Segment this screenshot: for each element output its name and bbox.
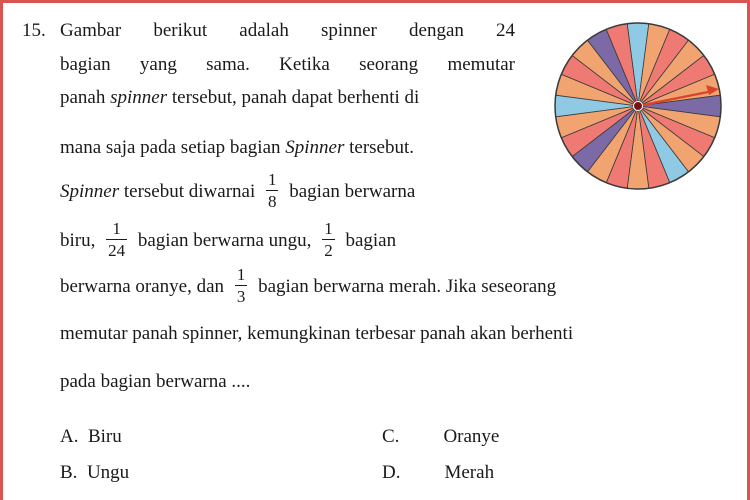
option-b-text: Ungu	[86, 462, 130, 483]
option-a-letter: A.	[60, 426, 79, 447]
spinner-wheel[interactable]	[553, 21, 723, 191]
option-d-text: Merah	[444, 462, 495, 483]
option-c-letter: C.	[382, 426, 400, 447]
question-line-5: Spinner tersebut diwarnai $\frac{1}{8}$ bagian berwarna	[60, 170, 416, 211]
question-number: 15.	[22, 20, 46, 41]
fraction-blue: $\frac{1}{8}$	[267, 170, 277, 211]
question-line-9: pada bagian berwarna ....	[60, 371, 251, 392]
fraction-purple: $\frac{1}{24}$	[108, 219, 126, 260]
question-line-3: panah spinner tersebut, panah dapat berhenti di	[60, 87, 420, 108]
option-a[interactable]	[60, 426, 122, 448]
option-b-letter: B.	[60, 462, 78, 483]
option-b[interactable]	[60, 462, 129, 484]
question-line-1: Gambar berikut adalah spinner dengan 24	[60, 20, 515, 41]
question-line-8: memutar panah spinner, kemungkinan terbesar panah akan berhenti	[60, 323, 574, 344]
question-line-4: mana saja pada setiap bagian Spinner tersebut.	[60, 137, 415, 158]
option-c-text: Oranye	[443, 426, 500, 447]
option-d-letter: D.	[382, 462, 401, 483]
option-d[interactable]	[382, 462, 494, 484]
question-line-6: biru, $\frac{1}{24}$ bagian berwarna ungu, $\frac{1}{2}$ bagian	[60, 219, 397, 260]
option-a-text: Biru	[87, 426, 122, 447]
question-line-2: bagian yang sama. Ketika seorang memutar	[60, 54, 515, 75]
option-c[interactable]	[382, 426, 499, 448]
spinner-hub	[634, 102, 643, 111]
fraction-orange: $\frac{1}{2}$	[324, 219, 333, 260]
fraction-red: $\frac{1}{3}$	[236, 265, 246, 306]
question-line-7: berwarna oranye, dan $\frac{1}{3}$ bagian berwarna merah. Jika seseorang	[60, 265, 557, 306]
